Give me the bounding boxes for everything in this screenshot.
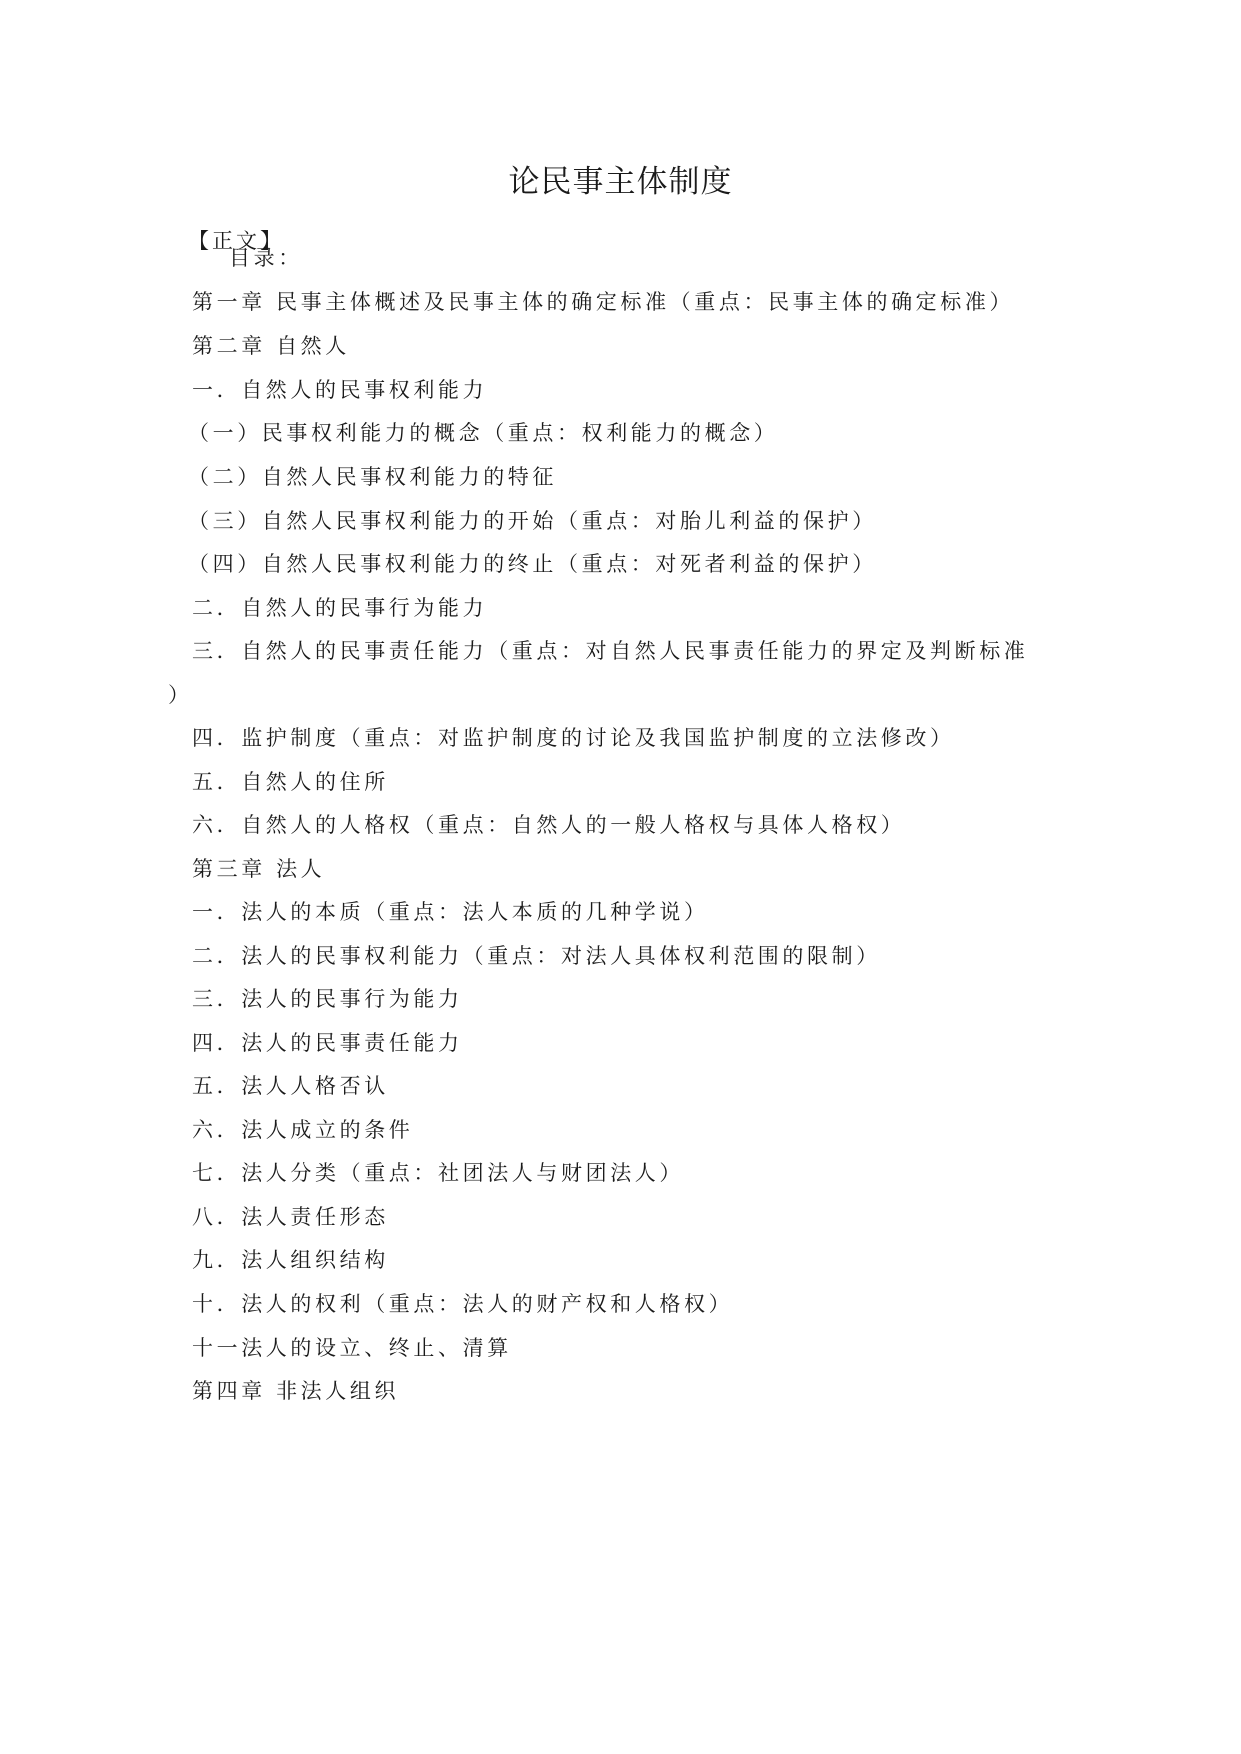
toc-line: 第一章 民事主体概述及民事主体的确定标准（重点：民事主体的确定标准） xyxy=(192,290,1015,314)
toc-line: 一．法人的本质（重点：法人本质的几种学说） xyxy=(192,900,709,924)
toc-line: 六．自然人的人格权（重点：自然人的一般人格权与具体人格权） xyxy=(192,813,906,837)
toc-line: 五．自然人的住所 xyxy=(192,770,389,794)
toc-line: 二．法人的民事权利能力（重点：对法人具体权利范围的限制） xyxy=(192,944,881,968)
toc-line: 三．自然人的民事责任能力（重点：对自然人民事责任能力的界定及判断标准 xyxy=(192,639,1029,663)
section-label: 【正文】 xyxy=(188,229,284,253)
toc-line: 九．法人组织结构 xyxy=(192,1248,389,1272)
toc-line: 十．法人的权利（重点：法人的财产权和人格权） xyxy=(192,1292,734,1316)
toc-line: 八．法人责任形态 xyxy=(192,1205,389,1229)
toc-line: （三）自然人民事权利能力的开始（重点：对胎儿利益的保护） xyxy=(188,509,877,533)
toc-line: 五．法人人格否认 xyxy=(192,1074,389,1098)
toc-line: （四）自然人民事权利能力的终止（重点：对死者利益的保护） xyxy=(188,552,877,576)
toc-line: 七．法人分类（重点：社团法人与财团法人） xyxy=(192,1161,684,1185)
toc-line: 第二章 自然人 xyxy=(192,334,350,358)
page-title: 论民事主体制度 xyxy=(508,164,733,200)
toc-line: 二．自然人的民事行为能力 xyxy=(192,596,488,620)
toc-line: ） xyxy=(168,683,193,707)
toc-line: 四．法人的民事责任能力 xyxy=(192,1031,463,1055)
toc-line: 六．法人成立的条件 xyxy=(192,1118,414,1142)
toc-line: 十一法人的设立、终止、清算 xyxy=(192,1336,512,1360)
toc-line: （二）自然人民事权利能力的特征 xyxy=(188,465,557,489)
toc-line: 第四章 非法人组织 xyxy=(192,1379,400,1403)
toc-line: 三．法人的民事行为能力 xyxy=(192,987,463,1011)
toc-line: 第三章 法人 xyxy=(192,857,326,881)
toc-line: 一．自然人的民事权利能力 xyxy=(192,378,488,402)
toc-line: 四．监护制度（重点：对监护制度的讨论及我国监护制度的立法修改） xyxy=(192,726,955,750)
toc-heading: 目录： xyxy=(229,246,303,270)
toc-line: （一）民事权利能力的概念（重点：权利能力的概念） xyxy=(188,421,779,445)
